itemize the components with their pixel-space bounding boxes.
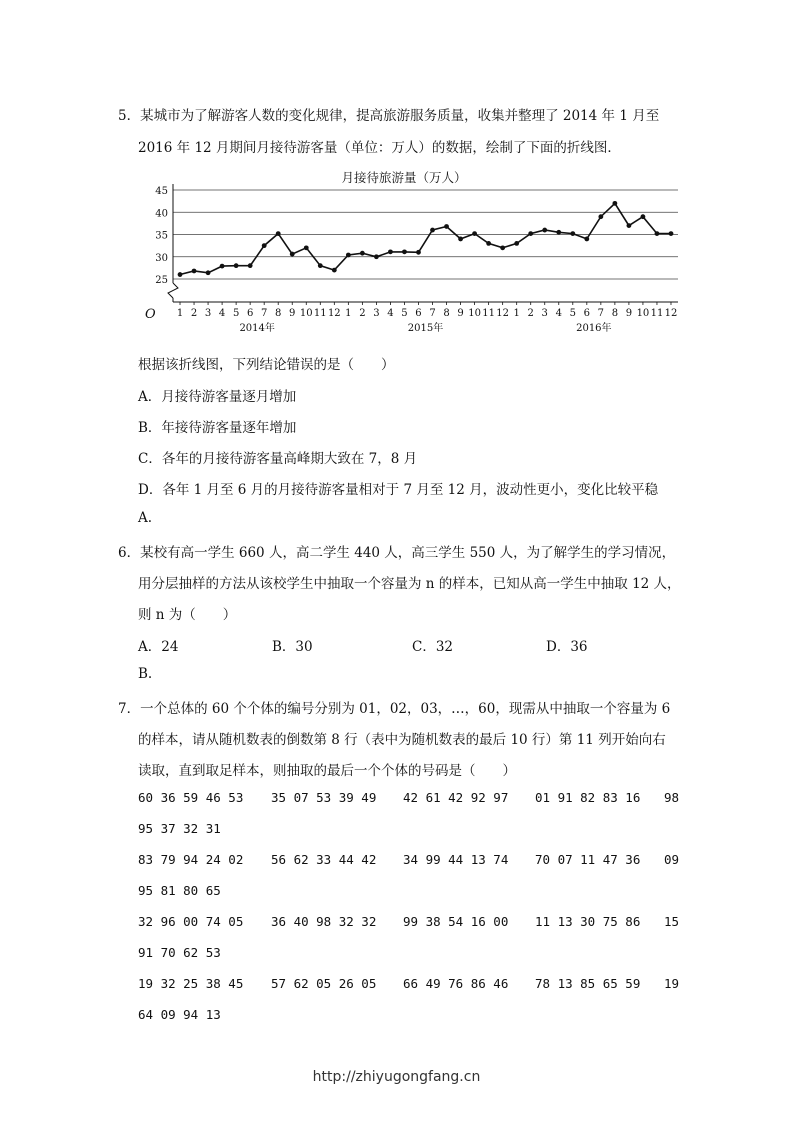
q5-option-d: D．各年 1 月至 6 月的月接待游客量相对于 7 月至 12 月，波动性更小，变化比较平稳	[138, 482, 659, 498]
series-polyline	[180, 203, 671, 274]
q6-line-3: 则 n 为（ ）	[138, 607, 237, 623]
q6-option-a: A．24	[138, 639, 179, 655]
year-labels	[239, 321, 611, 334]
number-group: 32 96 00 74 05	[138, 914, 244, 929]
x-tick-label: 11	[650, 308, 664, 319]
x-tick-labels	[177, 308, 678, 319]
number-group: 19 32 25 38 45	[138, 976, 244, 991]
data-point	[360, 251, 365, 256]
x-tick-label: 2	[359, 308, 366, 319]
x-tick-label: 6	[583, 308, 591, 319]
q6-line-2: 用分层抽样的方法从该校学生中抽取一个容量为 n 的样本，已知从高一学生中抽取 12 人，	[138, 576, 681, 592]
number-group-wrap: 95 37 32 31	[138, 821, 221, 836]
data-point	[220, 264, 225, 269]
x-tick-label: 2	[190, 308, 198, 319]
x-tick-label: 5	[232, 308, 240, 319]
data-point	[458, 237, 463, 242]
data-point	[402, 249, 407, 254]
number-group: 36 40 98 32 32	[271, 914, 377, 929]
q5-line-2: 2016 年 12 月期间月接待游客量（单位：万人）的数据，绘制了下面的折线图．	[138, 140, 621, 156]
x-tick-label: 7	[429, 308, 436, 319]
x-tick-label: 10	[299, 308, 313, 319]
chart-title: 月接待旅游量（万人）	[341, 170, 467, 185]
q7-line-3: 读取，直到取足样本，则抽取的最后一个个体的号码是（ ）	[138, 763, 516, 779]
data-point	[542, 228, 547, 233]
data-point	[486, 241, 491, 246]
x-tick-label: 12	[327, 308, 341, 319]
data-point	[206, 270, 211, 275]
data-point	[584, 237, 589, 242]
series-line	[180, 203, 671, 274]
data-point	[612, 201, 617, 206]
x-tick-label: 11	[482, 308, 495, 319]
number-group: 66 49 76 86 46	[403, 976, 509, 991]
year-label: 2014年	[239, 323, 275, 334]
x-tick-label: 1	[513, 308, 520, 319]
footer-url: http://zhiyugongfang.cn	[312, 1069, 481, 1085]
q6-answer: B.	[138, 666, 153, 682]
number-group: 01 91 82 83 16	[535, 790, 641, 805]
x-tick-label: 11	[313, 308, 327, 319]
x-tick-label: 8	[443, 308, 450, 319]
year-label: 2015年	[407, 323, 444, 334]
number-group-wrap: 64 09 94 13	[138, 1007, 221, 1022]
x-tick-label: 6	[246, 308, 254, 319]
data-point	[655, 231, 660, 236]
number-group: 42 61 42 92 97	[403, 790, 509, 805]
x-tick-label: 12	[664, 308, 678, 319]
q5-option-c: C．各年的月接待游客量高峰期大致在 7，8 月	[138, 451, 418, 467]
data-point	[332, 268, 337, 273]
x-tick-label: 4	[555, 308, 562, 319]
visitor-line-chart	[138, 168, 688, 343]
data-point	[416, 250, 421, 255]
number-group: 11 13 30 75 86	[535, 914, 641, 929]
number-group-wrap: 95 81 80 65	[138, 883, 221, 898]
data-point	[514, 241, 519, 246]
number-group: 98	[664, 790, 680, 805]
data-point	[570, 231, 575, 236]
q5-question: 根据该折线图，下列结论错误的是（ ）	[138, 357, 395, 373]
number-group: 19	[664, 976, 680, 991]
axis-break	[168, 283, 178, 298]
q5-option-a: A．月接待游客量逐月增加	[138, 389, 297, 405]
data-point	[556, 230, 561, 235]
x-tick-label: 4	[387, 308, 394, 319]
x-tick-label: 1	[176, 308, 184, 319]
data-point	[262, 243, 267, 248]
x-tick-label: 9	[625, 308, 633, 319]
x-tick-label: 5	[569, 308, 576, 319]
y-tick-labels	[155, 186, 168, 286]
data-point	[192, 269, 197, 274]
data-point	[444, 224, 449, 229]
number-group: 70 07 11 47 36	[535, 852, 641, 867]
x-tick-label: 5	[401, 308, 408, 319]
x-tick-label: 10	[636, 308, 650, 319]
x-tick-label: 4	[218, 308, 226, 319]
number-group: 83 79 94 24 02	[138, 852, 244, 867]
number-group: 34 99 44 13 74	[403, 852, 509, 867]
data-point	[234, 263, 239, 268]
q5-answer: A.	[138, 510, 153, 526]
x-tick-label: 3	[541, 308, 548, 319]
data-point	[627, 223, 632, 228]
x-tick-label: 3	[373, 308, 380, 319]
x-tick-label: 1	[345, 308, 352, 319]
y-tick-label: 40	[155, 208, 168, 220]
y-tick-label: 30	[155, 252, 168, 264]
x-tick-label: 9	[289, 308, 296, 319]
number-group: 60 36 59 46 53	[138, 790, 244, 805]
q6-option-d: D．36	[546, 639, 588, 655]
q6-line-1: 6．某校有高一学生 660 人，高二学生 440 人，高三学生 550 人，为了解学生的学习情况，	[118, 545, 676, 561]
q7-line-2: 的样本，请从随机数表的倒数第 8 行（表中为随机数表的最后 10 行）第 11 列开始向右	[138, 732, 666, 748]
data-point	[178, 272, 183, 277]
number-group: 57 62 05 26 05	[271, 976, 377, 991]
y-tick-label: 25	[155, 275, 168, 286]
x-tick-label: 8	[275, 308, 282, 319]
number-group: 09	[664, 852, 680, 867]
data-point	[290, 252, 295, 257]
data-point	[472, 231, 477, 236]
x-tick-label: 7	[260, 308, 268, 319]
data-point	[276, 231, 281, 236]
number-group: 15	[664, 914, 680, 929]
y-tick-label: 35	[155, 230, 168, 242]
data-point	[374, 254, 379, 259]
x-tick-label: 7	[597, 308, 605, 319]
year-label: 2016年	[576, 323, 612, 334]
q7-line-1: 7．一个总体的 60 个个体的编号分别为 01，02，03，…，60，现需从中抽取一个容量为 6	[118, 701, 671, 717]
data-point	[318, 263, 323, 268]
q6-option-c: C．32	[412, 639, 454, 655]
x-tick-label: 8	[611, 308, 619, 319]
data-point	[430, 228, 435, 233]
q5-line-1: 5．某城市为了解游客人数的变化规律，提高旅游服务质量，收集并整理了 2014 年 1 月至	[118, 108, 660, 124]
number-group: 35 07 53 39 49	[271, 790, 377, 805]
x-tick-label: 3	[204, 308, 212, 319]
q6-option-b: B．30	[272, 639, 313, 655]
y-tick-label: 45	[155, 186, 168, 197]
data-point	[528, 231, 533, 236]
number-group: 78 13 85 65 59	[535, 976, 641, 991]
number-group: 99 38 54 16 00	[403, 914, 509, 929]
x-tick-label: 6	[415, 308, 422, 319]
data-point	[500, 245, 505, 250]
x-tick-label: 10	[468, 308, 481, 319]
data-point	[641, 214, 646, 219]
data-point	[346, 253, 351, 258]
x-tick-label: 12	[496, 308, 510, 319]
data-point	[388, 249, 393, 254]
q5-option-b: B．年接待游客量逐年增加	[138, 420, 297, 436]
x-tick-label: 9	[457, 308, 464, 319]
number-group: 56 62 33 44 42	[271, 852, 377, 867]
data-point	[304, 245, 309, 250]
origin-label: O	[145, 307, 156, 322]
data-point	[598, 214, 603, 219]
data-point	[248, 263, 253, 268]
x-tick-label: 2	[527, 308, 534, 319]
number-group-wrap: 91 70 62 53	[138, 945, 221, 960]
data-point	[669, 231, 674, 236]
